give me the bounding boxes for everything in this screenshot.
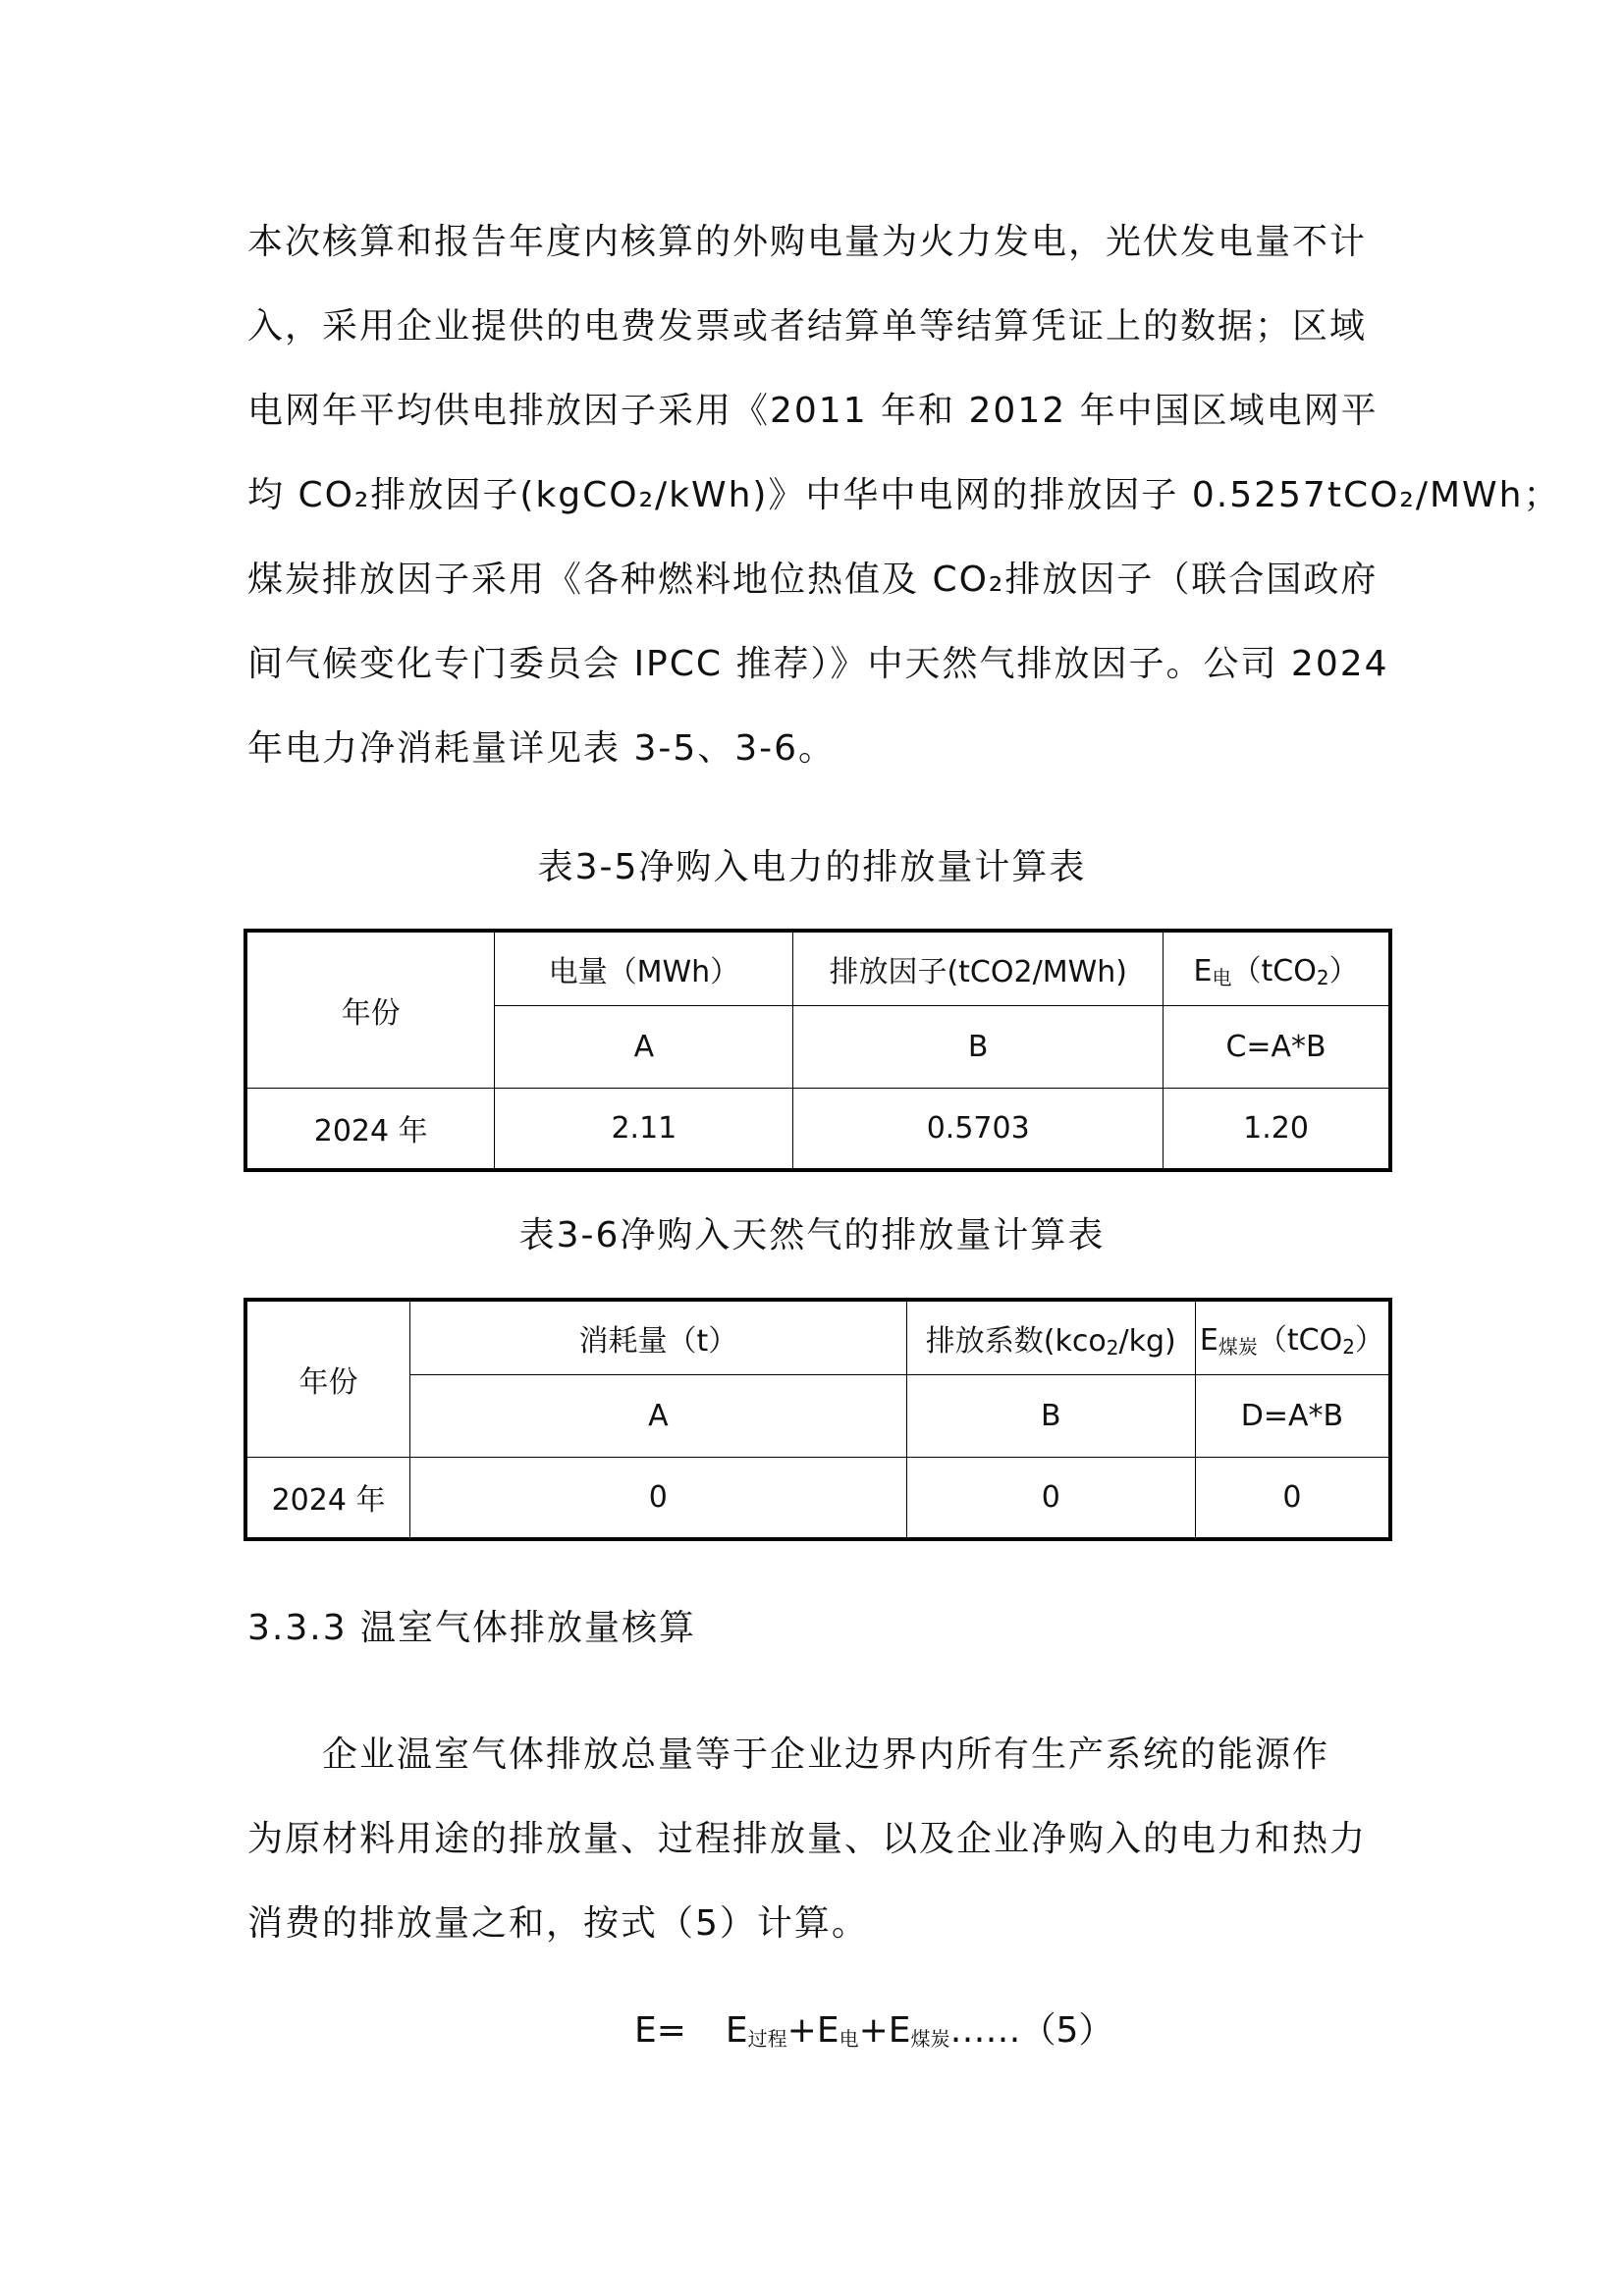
table2-col1-header: 消耗量（t） — [410, 1300, 907, 1374]
table1-year-header: 年份 — [245, 931, 495, 1088]
intro-line: 年电力净消耗量详见表 3-5、3-6。 — [247, 728, 837, 769]
table2-col3-header: $E_{煤炭}(tCO_2)$ — [1195, 1300, 1390, 1374]
table1-cell-factor: 0.5703 — [793, 1088, 1164, 1170]
table2-cell-consumption: 0 — [410, 1457, 907, 1539]
table1-cell-electricity: 2.11 — [495, 1088, 793, 1170]
section-line: 企业温室气体排放总量等于企业边界内所有生产系统的能源作 — [322, 1735, 1330, 1775]
table1 — [244, 929, 1392, 1172]
section-line: 为原材料用途的排放量、过程排放量、以及企业净购入的电力和热力 — [247, 1819, 1368, 1859]
intro-line: 煤炭排放因子采用《各种燃料地位热值及 CO₂排放因子（联合国政府 — [247, 560, 1379, 600]
table2-row-year: 2024 年 — [245, 1457, 410, 1539]
intro-line: 入，采用企业提供的电费发票或者结算单等结算凭证上的数据；区域 — [247, 306, 1368, 347]
table1-col3-header: $E_电(tCO_2)$ — [1164, 931, 1390, 1005]
table2-cell-emission: 0 — [1195, 1457, 1390, 1539]
table-row — [245, 1457, 1390, 1539]
intro-line: 均 CO₂排放因子(kgCO₂/kWh)》中华中电网的排放因子 0.5257tCO₂/MWh； — [247, 475, 1561, 515]
intro-line: 本次核算和报告年度内核算的外购电量为火力发电，光伏发电量不计 — [247, 222, 1368, 262]
table2-col2-symbol: B — [906, 1374, 1195, 1457]
table1-col1-symbol: A — [495, 1005, 793, 1088]
table2-col2-header: 排放系数(kco$_2$/kg) — [906, 1300, 1195, 1374]
table2-col3-symbol: D=A*B — [1195, 1374, 1390, 1457]
formula-5: $E= E_{过程}+E_电+E_{煤炭}\dots\dots(5)$ — [634, 2010, 1114, 2051]
table2-col1-symbol: A — [410, 1374, 907, 1457]
table2-caption: 表3-6净购入天然气的排放量计算表 — [518, 1215, 1106, 1255]
table1-col2-header: 排放因子(tCO2/MWh) — [793, 931, 1164, 1005]
table2-year-header: 年份 — [245, 1300, 410, 1457]
intro-paragraph — [247, 200, 1561, 791]
table1-caption: 表3-5净购入电力的排放量计算表 — [537, 847, 1087, 887]
section-line: 消费的排放量之和，按式（5）计算。 — [247, 1903, 869, 1944]
table1-col3-symbol: C=A*B — [1164, 1005, 1390, 1088]
section-paragraph — [247, 1713, 1386, 1966]
table2 — [244, 1298, 1392, 1541]
table1-col1-header: 电量（MWh） — [495, 931, 793, 1005]
section-heading: 3.3.3 温室气体排放量核算 — [247, 1608, 697, 1648]
table-row — [245, 1088, 1390, 1170]
table2-cell-factor: 0 — [906, 1457, 1195, 1539]
table1-row-year: 2024 年 — [245, 1088, 495, 1170]
table1-cell-emission: 1.20 — [1164, 1088, 1390, 1170]
intro-line: 间气候变化专门委员会 IPCC 推荐）》中天然气排放因子。公司 2024 — [247, 644, 1389, 684]
intro-line: 电网年平均供电排放因子采用《2011 年和 2012 年中国区域电网平 — [247, 391, 1379, 431]
table1-col2-symbol: B — [793, 1005, 1164, 1088]
